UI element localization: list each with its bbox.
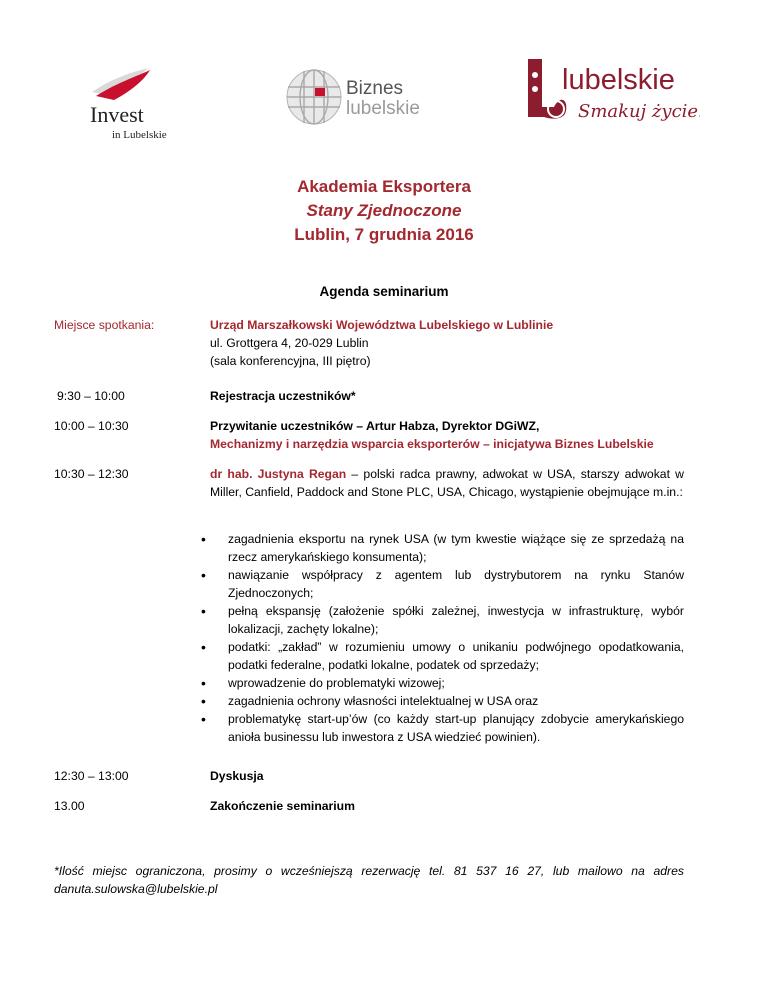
agenda-heading: Agenda seminarium <box>319 284 449 299</box>
schedule-time: 10:30 – 12:30 <box>54 467 129 481</box>
biznes-lubelskie-logo <box>284 68 444 126</box>
list-item: • pełną ekspansję (założenie spółki zależnej, inwestycja w infrastrukturę, wybór lokalizacji, zachęty lokalne); <box>210 602 684 638</box>
footnote: *Ilość miejsc ograniczona, prosimy o wcześniejszą rezerwację tel. 81 537 16 27, lub mailowo na adres danuta.sulowska@lubelskie.pl <box>54 864 684 896</box>
schedule-time: 12:30 – 13:00 <box>54 769 129 783</box>
invest-logo-text: Invest <box>90 102 144 127</box>
venue-label: Miejsce spotkania: <box>54 318 155 332</box>
list-item: • nawiązanie współpracy z agentem lub dystrybutorem na rynku Stanów Zjednoczonych; <box>210 566 684 602</box>
schedule-item <box>210 465 684 501</box>
venue-name: Urząd Marszałkowski Województwa Lubelskiego w Lublinie <box>210 318 554 332</box>
venue-room: (sala konferencyjna, III piętro) <box>210 354 371 368</box>
speaker-name: dr hab. Justyna Regan <box>210 467 347 481</box>
list-item: • problematykę start-up’ów (co każdy start-up planujący zdobycie amerykańskiego anioła businessu lub inwestora z USA wiedzieć powinien). <box>210 710 684 746</box>
venue-details <box>210 316 684 370</box>
invest-logo-subtext: in Lubelskie <box>112 129 167 141</box>
title-line-2: Stany Zjednoczone <box>306 201 462 220</box>
lubelskie-emblem-icon <box>520 55 700 135</box>
lubelskie-logo-text: lubelskie <box>562 64 675 96</box>
schedule-item <box>210 417 684 453</box>
list-item: • zagadnienia ochrony własności intelektualnej w USA oraz <box>210 692 684 710</box>
schedule-time: 9:30 – 10:00 <box>57 389 125 403</box>
lubelskie-slogan: Smakuj życie! <box>578 101 700 122</box>
title-line-3: Lublin, 7 grudnia 2016 <box>294 225 474 244</box>
lubelskie-logo <box>520 55 700 135</box>
biznes-logo-subtext: lubelskie <box>346 98 420 119</box>
invest-in-lubelskie-logo <box>88 66 188 142</box>
biznes-lubelskie-initiative: Mechanizmy i narzędzia wsparcia eksporterów – inicjatywa Biznes Lubelskie <box>210 437 654 451</box>
speaker-description: – polski radca prawny, adwokat w USA, starszy adwokat w Miller, Canfield, Paddock and Stone PLC, USA, Chicago, wystąpienie obejmujące m.in.: <box>210 467 684 499</box>
venue-address: ul. Grottgera 4, 20-029 Lublin <box>210 336 369 350</box>
list-item: • zagadnienia eksportu na rynek USA (w tym kwestie wiążące się ze sprzedażą na rzecz amerykańskiego konsumenta); <box>210 530 684 566</box>
schedule-time: 10:00 – 10:30 <box>54 419 129 433</box>
biznes-logo-text: Biznes <box>346 78 404 99</box>
title-line-1: Akademia Eksportera <box>297 177 471 196</box>
welcome-text: Przywitanie uczestników – Artur Habza, Dyrektor DGiWZ, <box>210 419 540 433</box>
schedule-item: Dyskusja <box>210 769 264 783</box>
list-item: • wprowadzenie do problematyki wizowej; <box>210 674 684 692</box>
invest-flag-icon <box>88 66 188 142</box>
topics-list <box>210 530 684 746</box>
document-title <box>0 175 768 247</box>
globe-icon <box>284 68 444 126</box>
list-item: • podatki: „zakład” w rozumieniu umowy o unikaniu podwójnego opodatkowania, podatki federalne, podatki lokalne, podatek od sprzedaży; <box>210 638 684 674</box>
schedule-time: 13.00 <box>54 799 85 813</box>
schedule-item: Rejestracja uczestników* <box>210 389 356 403</box>
schedule-item: Zakończenie seminarium <box>210 799 355 813</box>
